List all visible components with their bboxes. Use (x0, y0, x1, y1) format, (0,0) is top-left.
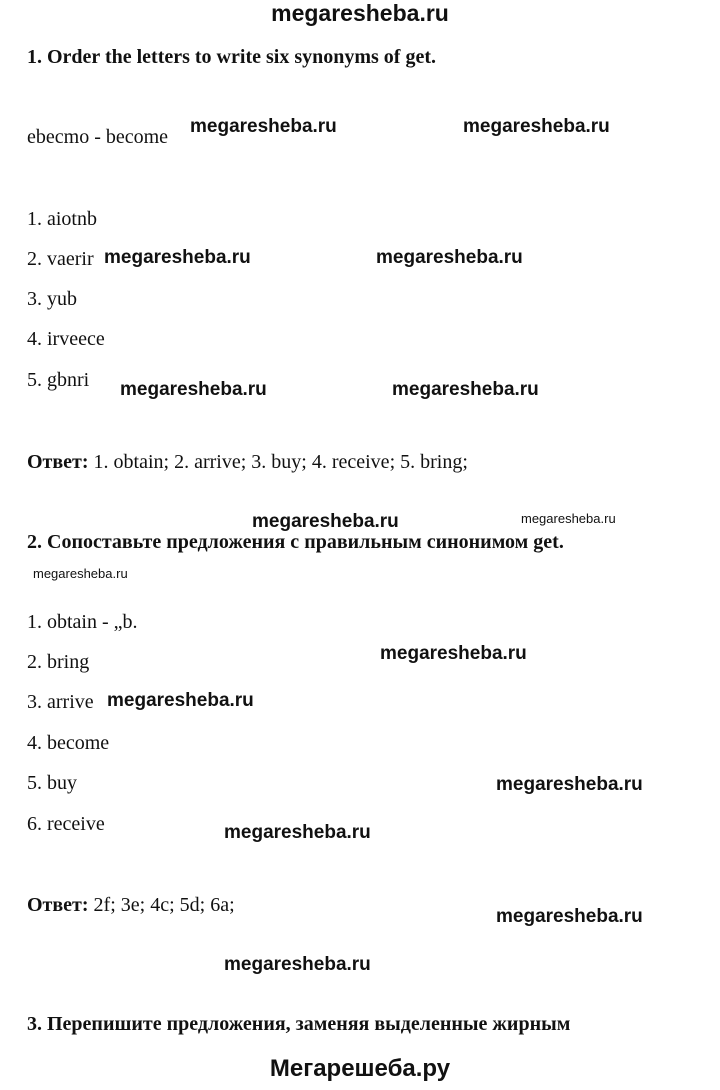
exercise-2-item-2: 2. bring (27, 651, 90, 673)
watermark: megaresheba.ru (224, 954, 371, 975)
watermark: megaresheba.ru (120, 379, 267, 400)
answer-text: 1. obtain; 2. arrive; 3. buy; 4. receive; 5. bring; (88, 451, 468, 473)
watermark: megaresheba.ru (521, 511, 616, 526)
exercise-1-heading: 1. Order the letters to write six synonyms of get. (27, 46, 436, 68)
exercise-3-heading: 3. Перепишите предложения, заменяя выделенные жирным (27, 1013, 571, 1035)
watermark: megaresheba.ru (380, 643, 527, 664)
exercise-1-item-3: 3. yub (27, 288, 77, 310)
exercise-1-item-2: 2. vaerir (27, 248, 94, 270)
answer-label: Ответ: (27, 451, 89, 473)
watermark: megaresheba.ru (190, 116, 337, 137)
exercise-1-item-1: 1. aiotnb (27, 208, 97, 230)
exercise-1-answer (27, 451, 468, 474)
watermark: megaresheba.ru (376, 247, 523, 268)
exercise-2-item-4: 4. become (27, 732, 110, 754)
exercise-2-item-5: 5. buy (27, 772, 77, 794)
exercise-1-item-4: 4. irveece (27, 328, 105, 350)
watermark: megaresheba.ru (392, 379, 539, 400)
exercise-1-item-5: 5. gbnri (27, 369, 90, 391)
watermark: megaresheba.ru (104, 247, 251, 268)
watermark: megaresheba.ru (496, 774, 643, 795)
exercise-1-example: ebecmo - become (27, 126, 169, 148)
exercise-2-item-3: 3. arrive (27, 691, 94, 713)
exercise-2-answer (27, 894, 235, 917)
watermark: megaresheba.ru (496, 906, 643, 927)
exercise-2-item-6: 6. receive (27, 813, 105, 835)
site-header: megaresheba.ru (271, 0, 449, 26)
site-footer: Мегарешеба.ру (269, 1055, 451, 1082)
exercise-2-heading: 2. Сопоставьте предложения с правильным синонимом get. (27, 531, 564, 553)
answer-text: 2f; 3e; 4c; 5d; 6a; (88, 894, 235, 916)
answer-label: Ответ: (27, 894, 89, 916)
watermark: megaresheba.ru (224, 822, 371, 843)
watermark: megaresheba.ru (107, 690, 254, 711)
exercise-2-item-1: 1. obtain - „b. (27, 611, 138, 633)
watermark: megaresheba.ru (252, 511, 399, 532)
watermark: megaresheba.ru (33, 566, 128, 581)
watermark: megaresheba.ru (463, 116, 610, 137)
